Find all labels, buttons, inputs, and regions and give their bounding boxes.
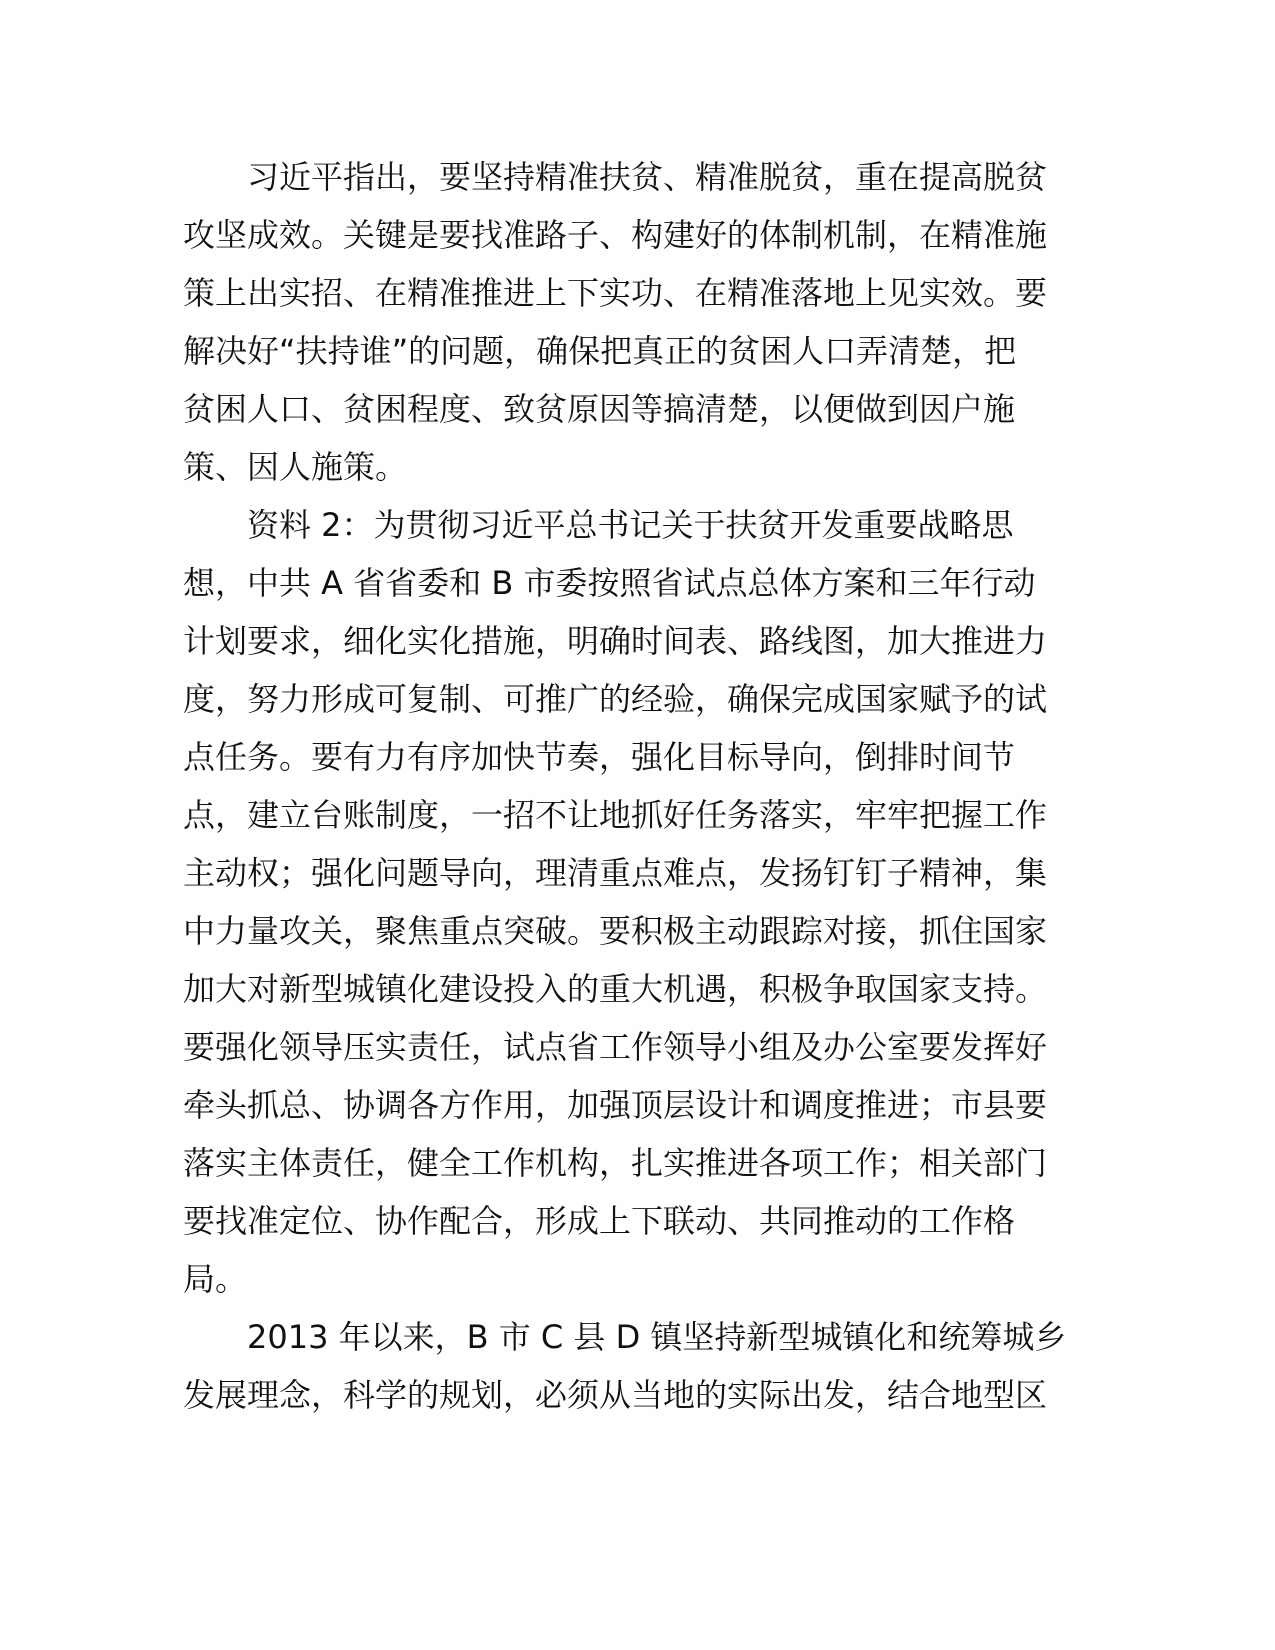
- paragraph-1-line-2: 攻坚成效。关键是要找准路子、构建好的体制机制，在精准施: [183, 216, 1048, 254]
- paragraph-2-line-14: 局。: [183, 1260, 248, 1298]
- paragraph-3-line-2: 发展理念，科学的规划，必须从当地的实际出发，结合地型区: [183, 1376, 1048, 1414]
- paragraph-3-line-1: 2013 年以来，B 市 C 县 D 镇坚持新型城镇化和统筹城乡: [247, 1318, 1067, 1356]
- paragraph-2-line-1: 资料 2：为贯彻习近平总书记关于扶贫开发重要战略思: [247, 506, 1014, 544]
- paragraph-2-line-11: 牵头抓总、协调各方作用，加强顶层设计和调度推进；市县要: [183, 1086, 1048, 1124]
- paragraph-2-line-8: 中力量攻关，聚焦重点突破。要积极主动跟踪对接，抓住国家: [183, 912, 1048, 950]
- paragraph-2-line-6: 点，建立台账制度，一招不让地抓好任务落实，牢牢把握工作: [183, 796, 1048, 834]
- paragraph-2-line-3: 计划要求，细化实化措施，明确时间表、路线图，加大推进力: [183, 622, 1048, 660]
- paragraph-2-line-2: 想，中共 A 省省委和 B 市委按照省试点总体方案和三年行动: [183, 564, 1036, 602]
- paragraph-1-line-5: 贫困人口、贫困程度、致贫原因等搞清楚，以便做到因户施: [183, 390, 1016, 428]
- paragraph-2-line-13: 要找准定位、协作配合，形成上下联动、共同推动的工作格: [183, 1202, 1016, 1240]
- paragraph-2-line-10: 要强化领导压实责任，试点省工作领导小组及办公室要发挥好: [183, 1028, 1048, 1066]
- paragraph-1-line-1: 习近平指出，要坚持精准扶贫、精准脱贫，重在提高脱贫: [247, 158, 1048, 196]
- paragraph-3: [183, 1308, 1073, 1424]
- paragraph-2: [183, 496, 1073, 1308]
- paragraph-1: [183, 148, 1073, 496]
- paragraph-2-line-7: 主动权；强化问题导向，理清重点难点，发扬钉钉子精神，集: [183, 854, 1048, 892]
- paragraph-2-line-12: 落实主体责任，健全工作机构，扎实推进各项工作；相关部门: [183, 1144, 1048, 1182]
- document-body: [183, 148, 1073, 1424]
- paragraph-2-line-5: 点任务。要有力有序加快节奏，强化目标导向，倒排时间节: [183, 738, 1016, 776]
- paragraph-2-line-4: 度，努力形成可复制、可推广的经验，确保完成国家赋予的试: [183, 680, 1048, 718]
- paragraph-1-line-6: 策、因人施策。: [183, 448, 408, 486]
- paragraph-1-line-4: 解决好“扶持谁”的问题，确保把真正的贫困人口弄清楚，把: [183, 332, 1017, 370]
- paragraph-2-line-9: 加大对新型城镇化建设投入的重大机遇，积极争取国家支持。: [183, 970, 1048, 1008]
- paragraph-1-line-3: 策上出实招、在精准推进上下实功、在精准落地上见实效。要: [183, 274, 1048, 312]
